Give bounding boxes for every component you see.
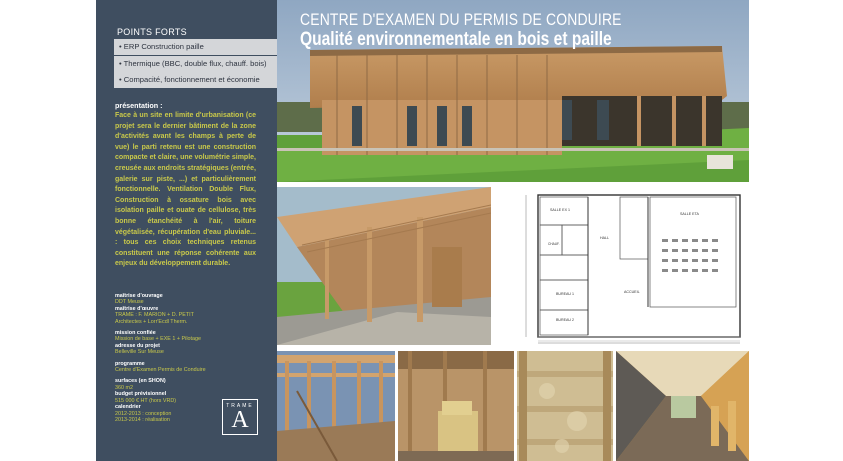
page-title: CENTRE D'EXAMEN DU PERMIS DE CONDUIRE: [300, 10, 622, 29]
presentation-title: présentation :: [115, 101, 163, 110]
straw-insulation-photo: [517, 351, 613, 461]
maitrise-ouvrage-label: maîtrise d'ouvrage: [115, 293, 163, 299]
plan-label-chauf: CHAUF.: [548, 242, 560, 246]
plan-label-accueil: ACCUEIL: [624, 290, 640, 294]
floor-plan: [520, 187, 749, 345]
surfaces-value: 360 m2: [115, 384, 133, 391]
points-forts-item: • Thermique (BBC, double flux, chauff. bois): [114, 56, 280, 72]
budget-value: 515 000 € HT (hors VRD): [115, 397, 177, 404]
surfaces-label: surfaces (en SHON): [115, 378, 166, 385]
programme-label: programme: [115, 360, 145, 367]
calendrier-label: calendrier: [115, 404, 141, 411]
maitrise-oeuvre-value: Architectes + Lorr'Ecdl Therm.: [115, 318, 188, 325]
page-subtitle: Qualité environnementale en bois et paille: [300, 29, 612, 50]
plan-label-salle1: SALLE EX 1: [550, 208, 570, 212]
gallery-photo: [277, 187, 491, 345]
points-forts-heading: POINTS FORTS: [117, 27, 187, 37]
trame-logo: [222, 399, 258, 435]
construction-frame-photo: [277, 351, 395, 461]
points-forts-item: • Compacité, fonctionnement et économie: [114, 72, 280, 88]
logo-letter: A: [231, 407, 249, 433]
maitrise-ouvrage-value: DDT Meuse: [115, 299, 144, 306]
plan-label-bureau1: BUREAU 1: [556, 292, 574, 296]
budget-label: budget prévisionnel: [115, 391, 167, 398]
mission-value: Mission de base + EXE 1 + Pilotage: [115, 336, 202, 343]
adresse-label: adresse du projet: [115, 342, 160, 349]
plan-label-hall: HALL: [600, 236, 609, 240]
plan-label-bureau2: BUREAU 2: [556, 318, 574, 322]
logo-text: TRAME: [226, 403, 254, 409]
plan-label-salle2: SALLE ETA: [680, 212, 699, 216]
maitrise-oeuvre-label: maîtrise d'œuvre: [115, 305, 159, 312]
adresse-value: Belleville Sur Meuse: [115, 349, 164, 356]
calendrier-value: 2012-2013 : conception: [115, 410, 172, 417]
calendrier-value: 2013-2014 : réalisation: [115, 416, 170, 423]
programme-value: Centre d'Examen Permis de Conduire: [115, 367, 206, 374]
straw-bales-photo: [398, 351, 514, 461]
corridor-interior-photo: [616, 351, 749, 461]
points-forts-item: • ERP Construction paille: [114, 39, 280, 55]
maitrise-oeuvre-value: TRAME : F. MARION + D. PETIT: [115, 312, 194, 319]
presentation-body: Face à un site en limite d'urbanisation (ce projet sera le dernier bâtiment de la zone d'activités avant les champs à perte de vue) le parti retenu est une construction compacte et claire, une volumétrie simple, creusée aux endroits stratégiques (entrée, galerie sur piste, ...) et particulièrement fonctionnelle. Ventilation Double Flux, Construction à ossature bois avec isolation paille et ouate de cellulose, très bonne étanchéité à l'air, toiture végétalisée, récupération d'eau pluviale... : tous ces choix techniques retenus constituent une réponse cohérente aux enjeux du développement durable.: [115, 112, 256, 268]
mission-label: mission confiée: [115, 330, 156, 337]
